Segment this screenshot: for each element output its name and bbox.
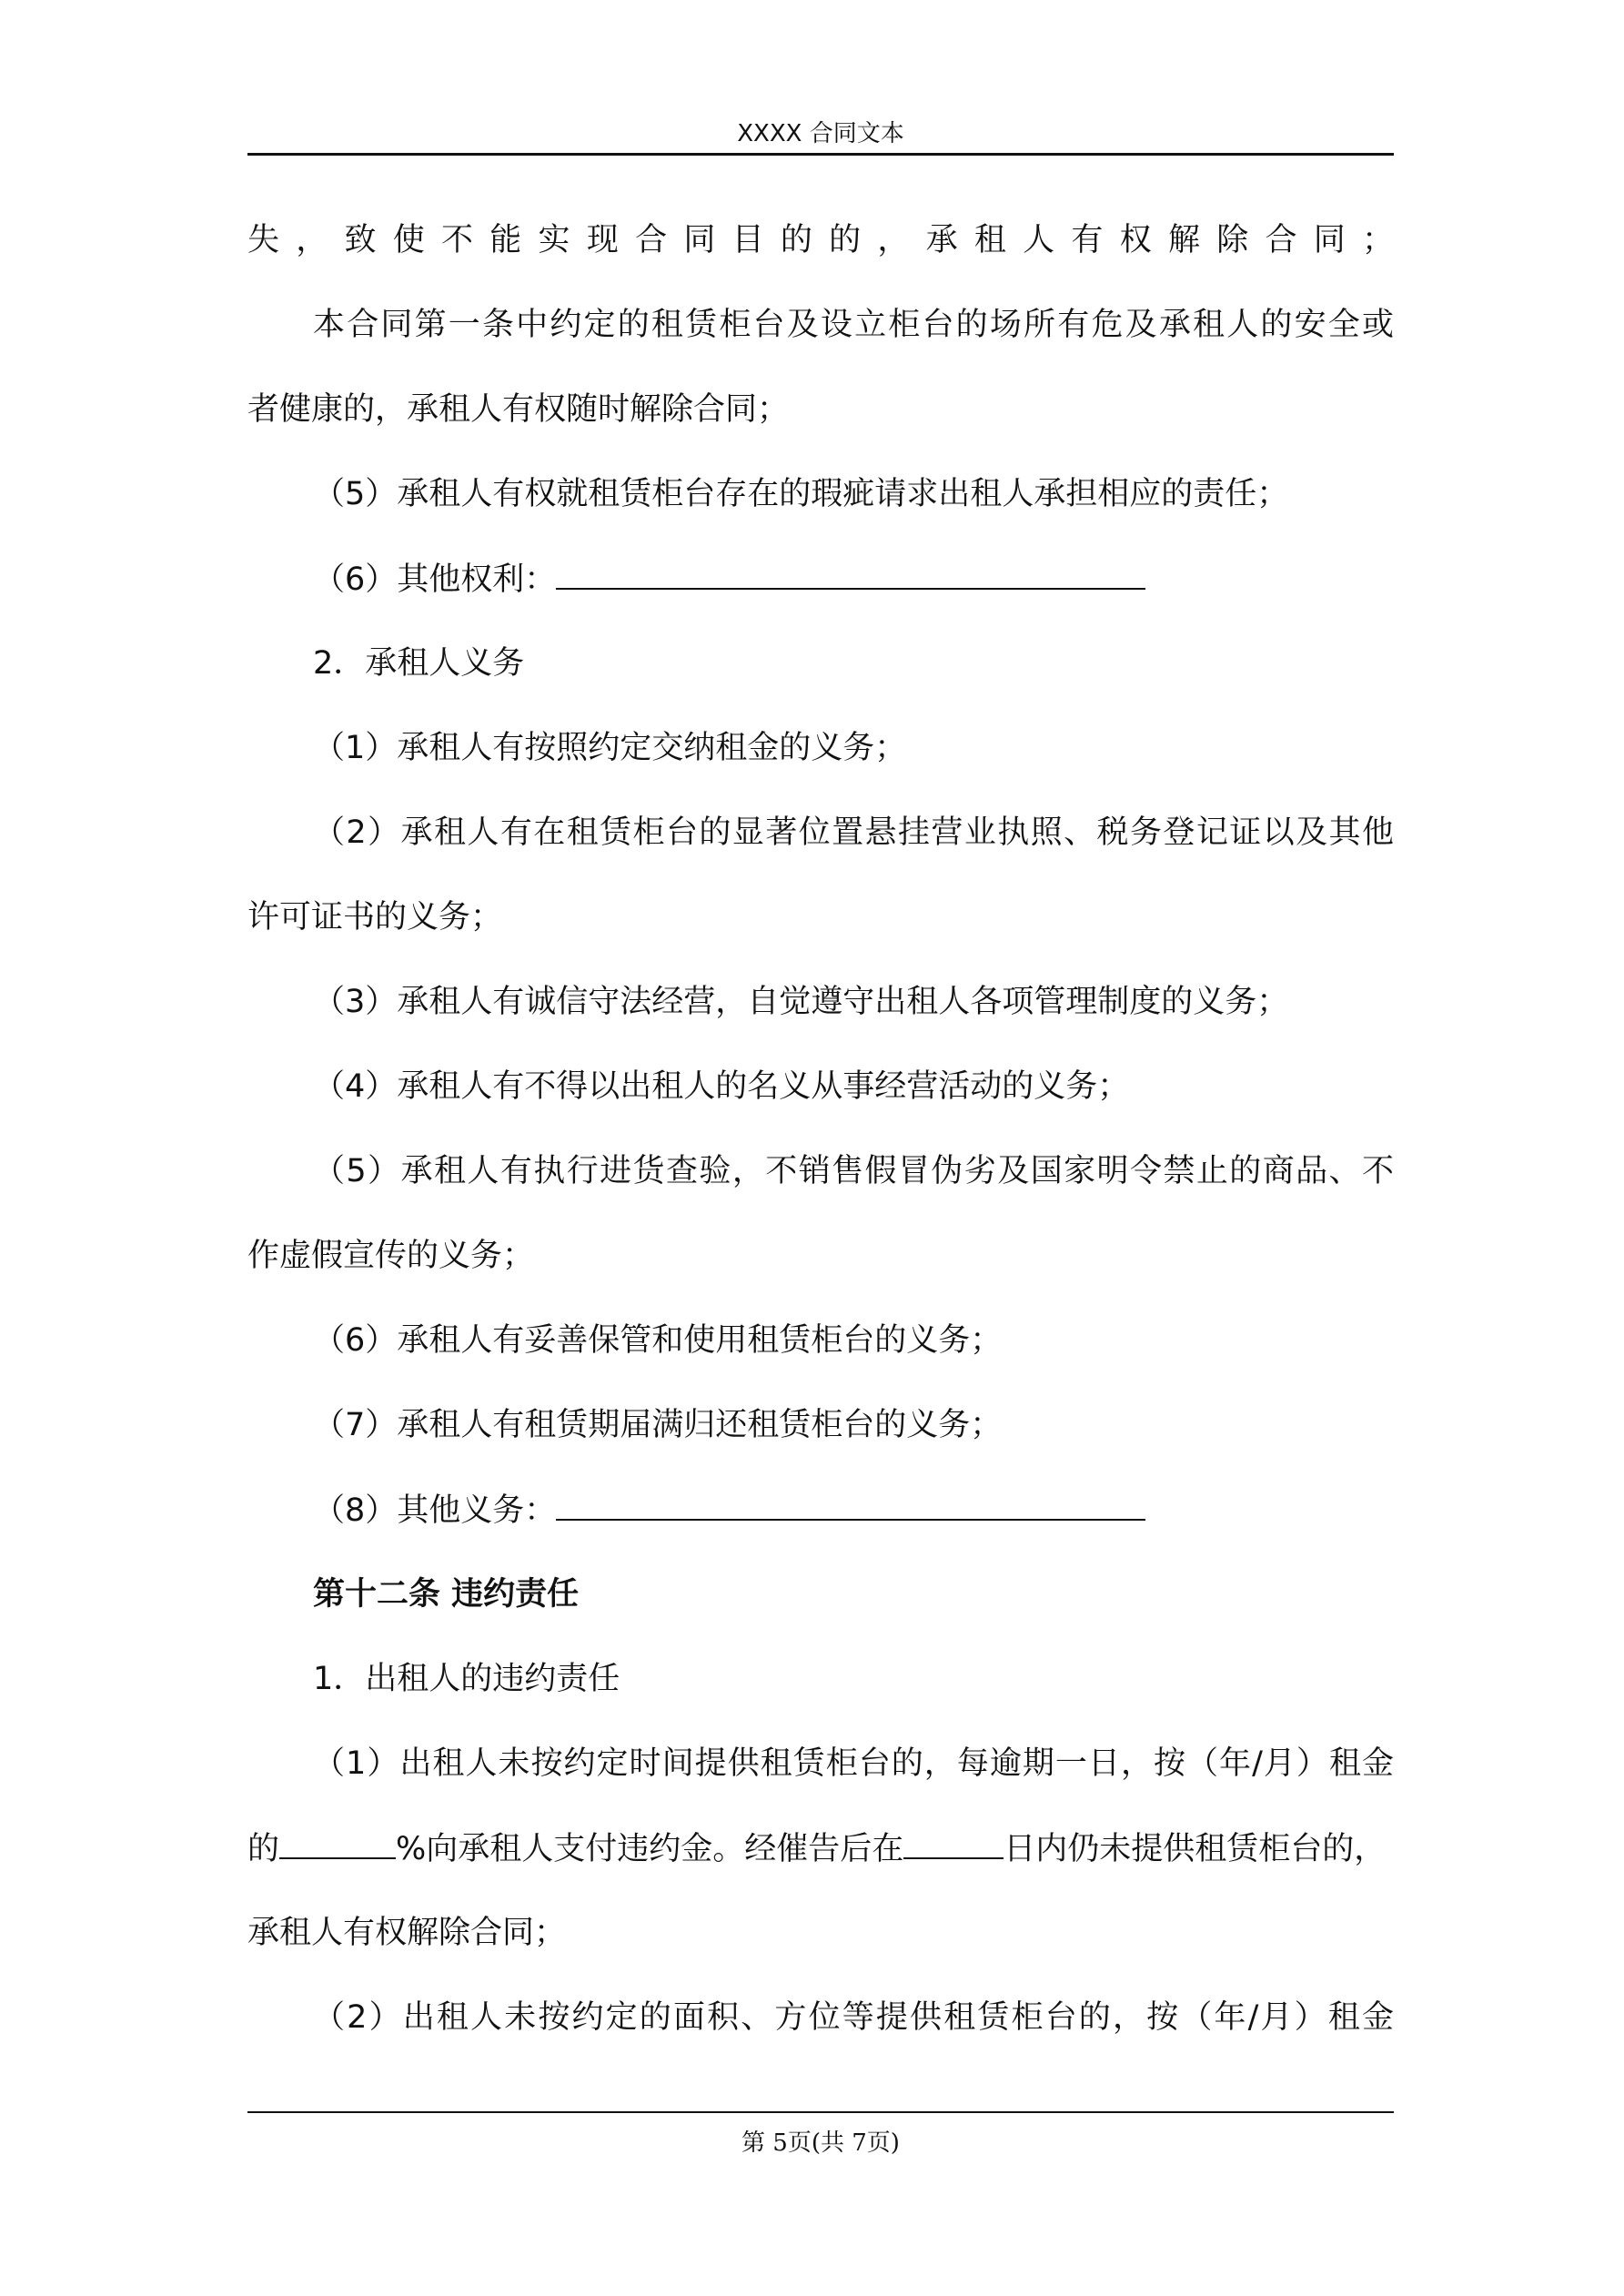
footer-divider: [247, 2111, 1394, 2113]
section-heading: 2．承租人义务: [313, 645, 525, 682]
penalty-line: [247, 1825, 1394, 1872]
paragraph-line: （4）承租人有不得以出租人的名义从事经营活动的义务；: [313, 1068, 1130, 1105]
paragraph-line: 者健康的，承租人有权随时解除合同；: [247, 391, 790, 428]
paragraph-line: 本合同第一条中约定的租赁柜台及设立柜台的场所有危及承租人的安全或: [313, 307, 1394, 343]
paragraph-line: 许可证书的义务；: [247, 899, 503, 936]
header-title: XXXX 合同文本: [737, 120, 904, 147]
other-obligations-label: （8）其他义务：: [313, 1492, 557, 1529]
penalty-percent-blank[interactable]: [279, 1825, 396, 1859]
section-heading: 1．出租人的违约责任: [313, 1661, 620, 1697]
fill-in-blank[interactable]: [556, 555, 1145, 590]
page-number: 第 5页(共 7页): [741, 2129, 900, 2157]
paragraph-line: 承租人有权解除合同；: [247, 1915, 567, 1951]
paragraph-line: （7）承租人有租赁期届满归还租赁柜台的义务；: [313, 1407, 1003, 1443]
paragraph-line: （5）承租人有权就租赁柜台存在的瑕疵请求出租人承担相应的责任；: [313, 476, 1289, 512]
paragraph-line: （6）承租人有妥善保管和使用租赁柜台的义务；: [313, 1322, 1003, 1359]
other-rights-label: （6）其他权利：: [313, 561, 557, 598]
penalty-text-1: 的: [247, 1831, 280, 1867]
paragraph-line: 失，致使不能实现合同目的的，承租人有权解除合同；: [247, 222, 1394, 258]
header-divider: [247, 153, 1394, 156]
paragraph-line: （1）出租人未按约定时间提供租赁柜台的，每逾期一日，按（年/月）租金: [313, 1745, 1394, 1782]
paragraph-line: （2）承租人有在租赁柜台的显著位置悬挂营业执照、税务登记证以及其他: [313, 814, 1394, 851]
other-rights-line: [313, 555, 1145, 602]
paragraph-line: （3）承租人有诚信守法经营，自觉遵守出租人各项管理制度的义务；: [313, 984, 1289, 1020]
penalty-text-2: %向承租人支付违约金。经催告后在: [396, 1831, 904, 1867]
paragraph-line: （5）承租人有执行进货查验，不销售假冒伪劣及国家明令禁止的商品、不: [313, 1153, 1394, 1189]
paragraph-line: （2）出租人未按约定的面积、方位等提供租赁柜台的，按（年/月）租金: [313, 1999, 1394, 2036]
penalty-days-blank[interactable]: [903, 1825, 1004, 1859]
other-obligations-line: [313, 1486, 1145, 1533]
penalty-text-3: 日内仍未提供租赁柜台的，: [1004, 1831, 1387, 1867]
paragraph-line: （1）承租人有按照约定交纳租金的义务；: [313, 730, 907, 766]
paragraph-line: 作虚假宣传的义务；: [247, 1238, 535, 1274]
article-title: 第十二条 违约责任: [313, 1576, 580, 1613]
fill-in-blank[interactable]: [556, 1486, 1145, 1521]
